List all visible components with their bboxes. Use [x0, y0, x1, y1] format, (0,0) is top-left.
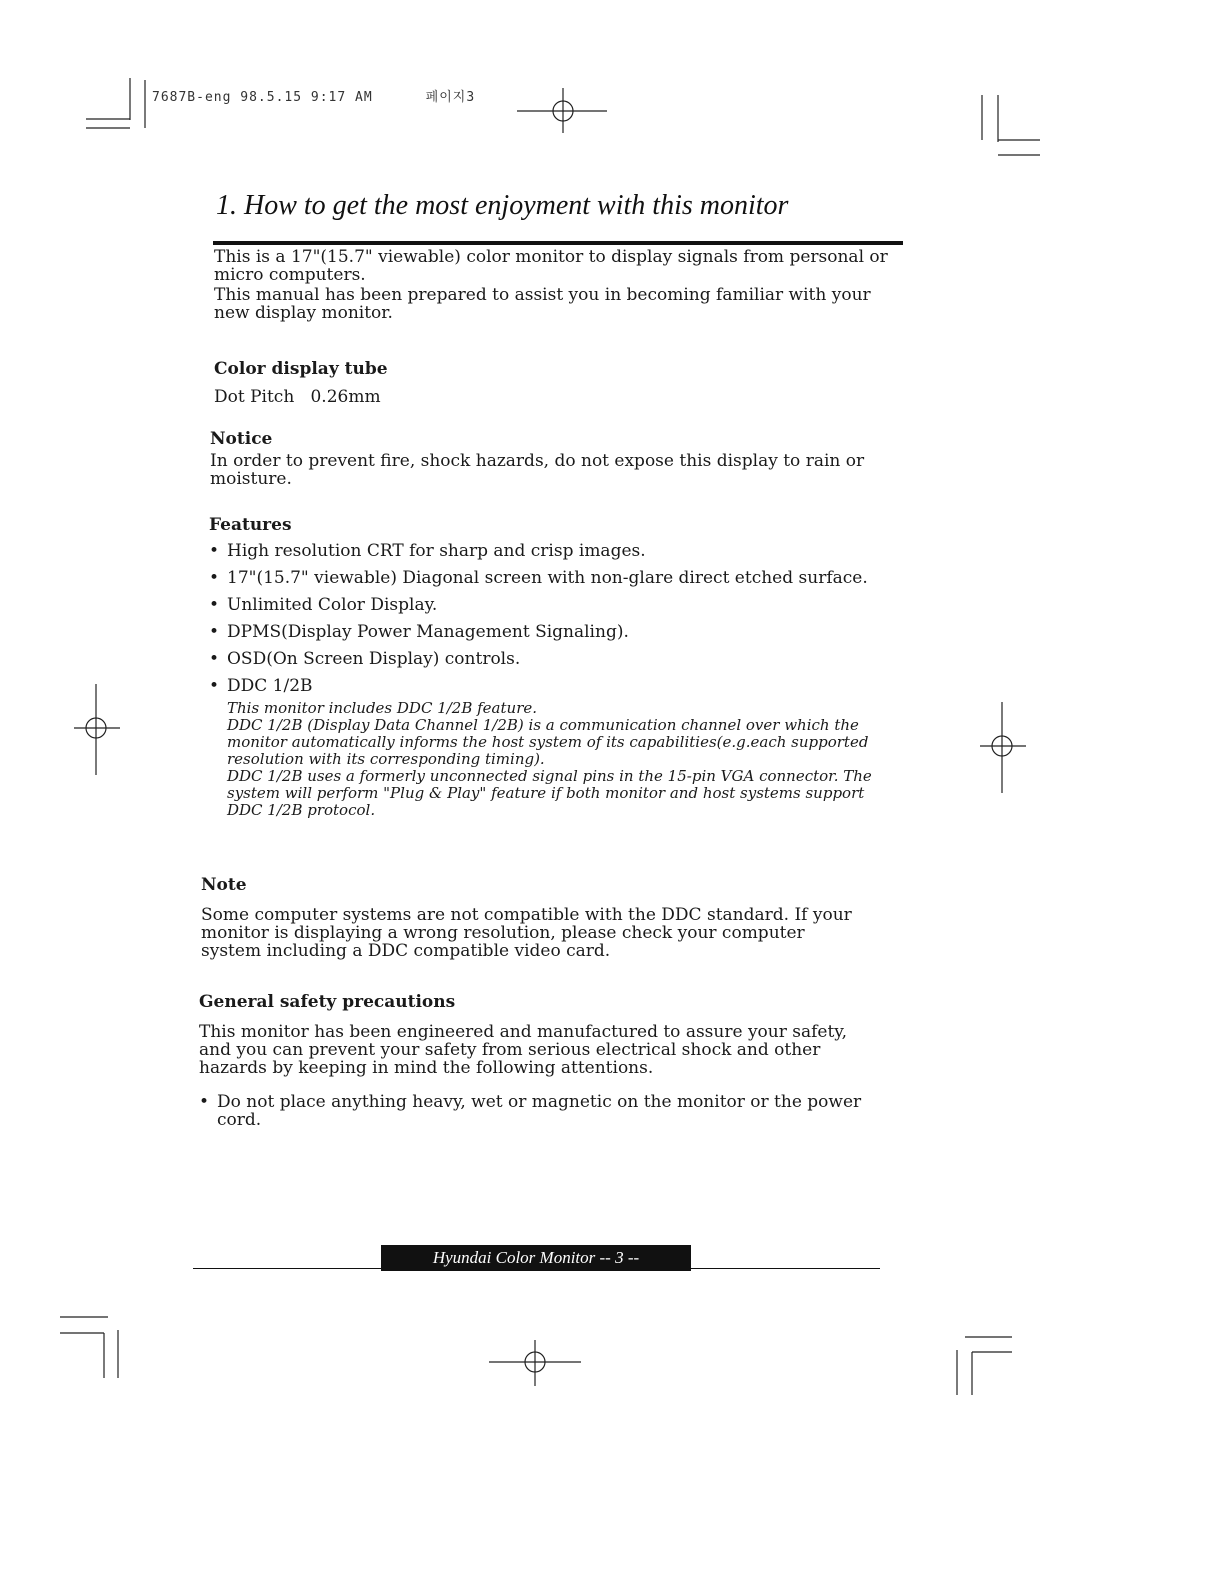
note-text: Some computer systems are not compatible with the DDC standard. If your monitor is displaying a wrong resolution, please check your computer system including a DDC compatible video card.: [201, 905, 852, 961]
features-section: [209, 516, 889, 819]
intro: [214, 248, 904, 322]
ddc-line-2: DDC 1/2B (Display Data Channel 1/2B) is a communication channel over which the monitor automatically informs the host system of its capabilities(e.g.each supported resolution with its corresponding timing).: [227, 716, 869, 768]
safety-list: [199, 1093, 864, 1129]
title-rule: [213, 241, 903, 245]
ddc-line-1: This monitor includes DDC 1/2B feature.: [227, 699, 538, 717]
feature-item: • DDC 1/2B: [209, 677, 889, 695]
color-tube-heading: Color display tube: [214, 359, 388, 379]
feature-item: • Unlimited Color Display.: [209, 596, 889, 614]
safety-text: This monitor has been engineered and manufactured to assure your safety, and you can prevent your safety from serious electrical shock and other hazards by keeping in mind the following attentions.: [199, 1022, 848, 1078]
feature-item: • High resolution CRT for sharp and crisp images.: [209, 542, 889, 560]
color-tube-text: Dot Pitch 0.26mm: [214, 387, 381, 407]
safety-section: [199, 993, 864, 1138]
note-heading: Note: [201, 875, 247, 895]
feature-item: • 17"(15.7" viewable) Diagonal screen with non-glare direct etched surface.: [209, 569, 889, 587]
color-tube-section: [214, 360, 904, 406]
registration-mark-right: [978, 700, 1028, 795]
features-list: [209, 542, 889, 695]
ddc-line-3: DDC 1/2B uses a formerly unconnected signal pins in the 15-pin VGA connector. The system will perform "Plug & Play" feature if both monitor and host systems support DDC 1/2B protocol.: [227, 767, 872, 819]
ddc-note: [209, 700, 889, 819]
print-slug-page: 페이지3: [425, 90, 476, 105]
notice-section: [210, 430, 900, 488]
feature-item: • DPMS(Display Power Management Signaling).: [209, 623, 889, 641]
registration-mark-top: [515, 85, 607, 135]
note-section: [201, 876, 861, 960]
registration-mark-bottom: [487, 1338, 583, 1388]
features-heading: Features: [209, 515, 292, 535]
safety-item: • Do not place anything heavy, wet or magnetic on the monitor or the power cord.: [199, 1093, 864, 1129]
notice-heading: Notice: [210, 429, 273, 449]
intro-line-2: This manual has been prepared to assist you in becoming familiar with your new display monitor.: [214, 285, 871, 323]
feature-item: • OSD(On Screen Display) controls.: [209, 650, 889, 668]
notice-text: In order to prevent fire, shock hazards, do not expose this display to rain or moisture.: [210, 451, 865, 489]
footer-label: Hyundai Color Monitor -- 3 --: [381, 1245, 691, 1271]
safety-heading: General safety precautions: [199, 992, 456, 1012]
page-title: 1. How to get the most enjoyment with this monitor: [216, 190, 789, 221]
intro-line-1: This is a 17"(15.7" viewable) color monitor to display signals from personal or micro computers.: [214, 247, 888, 285]
registration-mark-left: [72, 682, 122, 777]
footer-rule: [193, 1268, 880, 1269]
print-slug: 7687B-eng 98.5.15 9:17 AM 페이지3: [152, 90, 476, 105]
